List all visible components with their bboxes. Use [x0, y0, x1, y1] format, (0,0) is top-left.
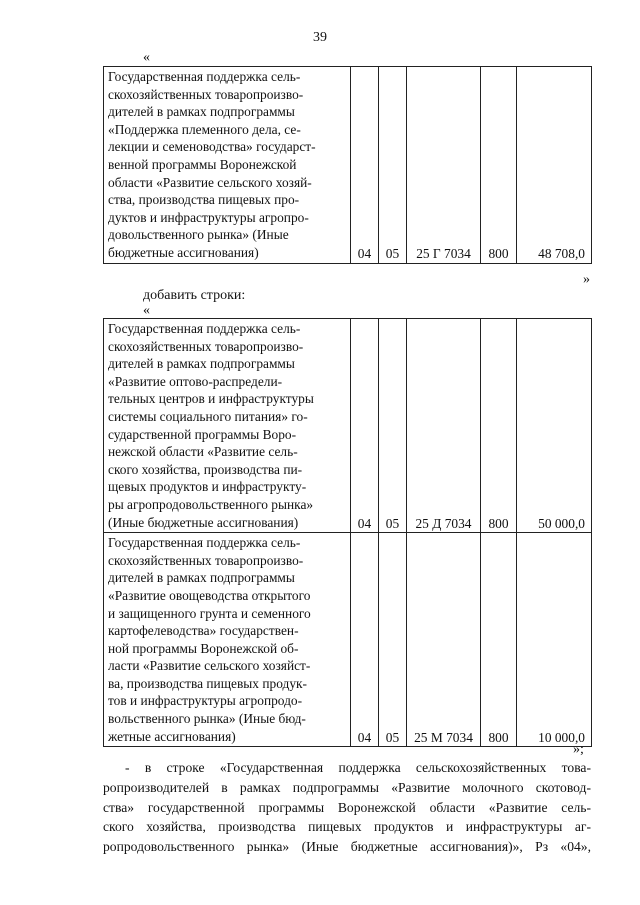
section-code: 04 — [351, 319, 379, 533]
description-line: довольственного рынка» (Иные — [108, 227, 289, 243]
description-line: ва, производства пищевых продук- — [108, 675, 307, 691]
row-description — [104, 67, 351, 264]
paragraph-line: ского хозяйства, производства пищевых продуктов и инфраструктуры аг- — [103, 819, 591, 835]
amount: 10 000,0 — [517, 533, 592, 747]
target-article-code: 25 М 7034 — [407, 533, 481, 747]
description-line: «Развитие овощеводства открытого — [108, 587, 311, 603]
paragraph-line: ропродовольственного рынка» (Иные бюджетные ассигнования)», Рз «04», — [103, 839, 591, 855]
amount: 48 708,0 — [517, 67, 592, 264]
close-quote: » — [583, 272, 590, 287]
description-line: лекции и семеноводства» государст- — [108, 139, 316, 155]
table-row — [104, 67, 592, 264]
subsection-code: 05 — [379, 319, 407, 533]
open-quote: « — [143, 50, 150, 65]
description-line: Государственная поддержка сель- — [108, 535, 301, 551]
expense-type-code: 800 — [481, 319, 517, 533]
expense-type-code: 800 — [481, 67, 517, 264]
description-line: «Развитие оптово-распредели- — [108, 373, 283, 389]
description-line: жетные ассигнования) — [108, 728, 236, 744]
body-paragraph — [103, 758, 591, 857]
description-line: дителей в рамках подпрограммы — [108, 570, 295, 586]
description-line: (Иные бюджетные ассигнования) — [108, 514, 299, 530]
description-line: картофелеводства» государствен- — [108, 623, 299, 639]
description-line: венной программы Воронежской — [108, 156, 297, 172]
description-line: ства, производства пищевых про- — [108, 192, 300, 208]
table-row — [104, 533, 592, 747]
description-line: тов и инфраструктуры агропродо- — [108, 693, 303, 709]
description-line: дителей в рамках подпрограммы — [108, 104, 295, 120]
paragraph-line: ропроизводителей в рамках подпрограммы «Развитие молочного скотовод- — [103, 779, 591, 795]
section-code: 04 — [351, 67, 379, 264]
description-line: бюджетные ассигнования) — [108, 244, 259, 260]
subsection-code: 05 — [379, 67, 407, 264]
description-line: вольственного рынка» (Иные бюд- — [108, 711, 306, 727]
table-added-rows — [103, 318, 592, 747]
table-original-row — [103, 66, 592, 264]
description-line: тельных центров и инфраструктуры — [108, 391, 314, 407]
paragraph-line: ства» государственной программы Воронежской области «Развитие сель- — [103, 799, 591, 815]
description-line: нежской области «Развитие сель- — [108, 444, 298, 460]
row-description — [104, 319, 351, 533]
description-line: Государственная поддержка сель- — [108, 321, 301, 336]
subsection-code: 05 — [379, 533, 407, 747]
expense-type-code: 800 — [481, 533, 517, 747]
amount: 50 000,0 — [517, 319, 592, 533]
description-line: скохозяйственных товаропроизво- — [108, 86, 304, 102]
description-line: ры агропродовольственного рынка» — [108, 496, 314, 512]
description-line: ласти «Развитие сельского хозяйст- — [108, 658, 311, 674]
description-line: скохозяйственных товаропроизво- — [108, 552, 304, 568]
table-row — [104, 319, 592, 533]
description-line: области «Развитие сельского хозяй- — [108, 174, 312, 190]
description-line: Государственная поддержка сель- — [108, 69, 301, 84]
add-rows-label: добавить строки: — [143, 288, 246, 303]
description-line: щевых продуктов и инфраструкту- — [108, 479, 307, 495]
description-line: «Поддержка племенного дела, се- — [108, 121, 301, 137]
description-line: системы социального питания» го- — [108, 408, 308, 424]
target-article-code: 25 Г 7034 — [407, 67, 481, 264]
description-line: и защищенного грунта и семенного — [108, 605, 311, 621]
close-quote-semicolon: »; — [573, 742, 584, 757]
description-line: скохозяйственных товаропроизво- — [108, 338, 304, 354]
row-description — [104, 533, 351, 747]
description-line: дителей в рамках подпрограммы — [108, 356, 295, 372]
section-code: 04 — [351, 533, 379, 747]
paragraph-line: - в строке «Государственная поддержка сельскохозяйственных това- — [125, 760, 591, 775]
page-number: 39 — [313, 30, 327, 45]
description-line: дуктов и инфраструктуры агропро- — [108, 209, 309, 225]
target-article-code: 25 Д 7034 — [407, 319, 481, 533]
description-line: ского хозяйства, производства пи- — [108, 461, 303, 477]
description-line: сударственной программы Воро- — [108, 426, 297, 442]
description-line: ной программы Воронежской об- — [108, 640, 299, 656]
open-quote-second: « — [143, 303, 150, 318]
